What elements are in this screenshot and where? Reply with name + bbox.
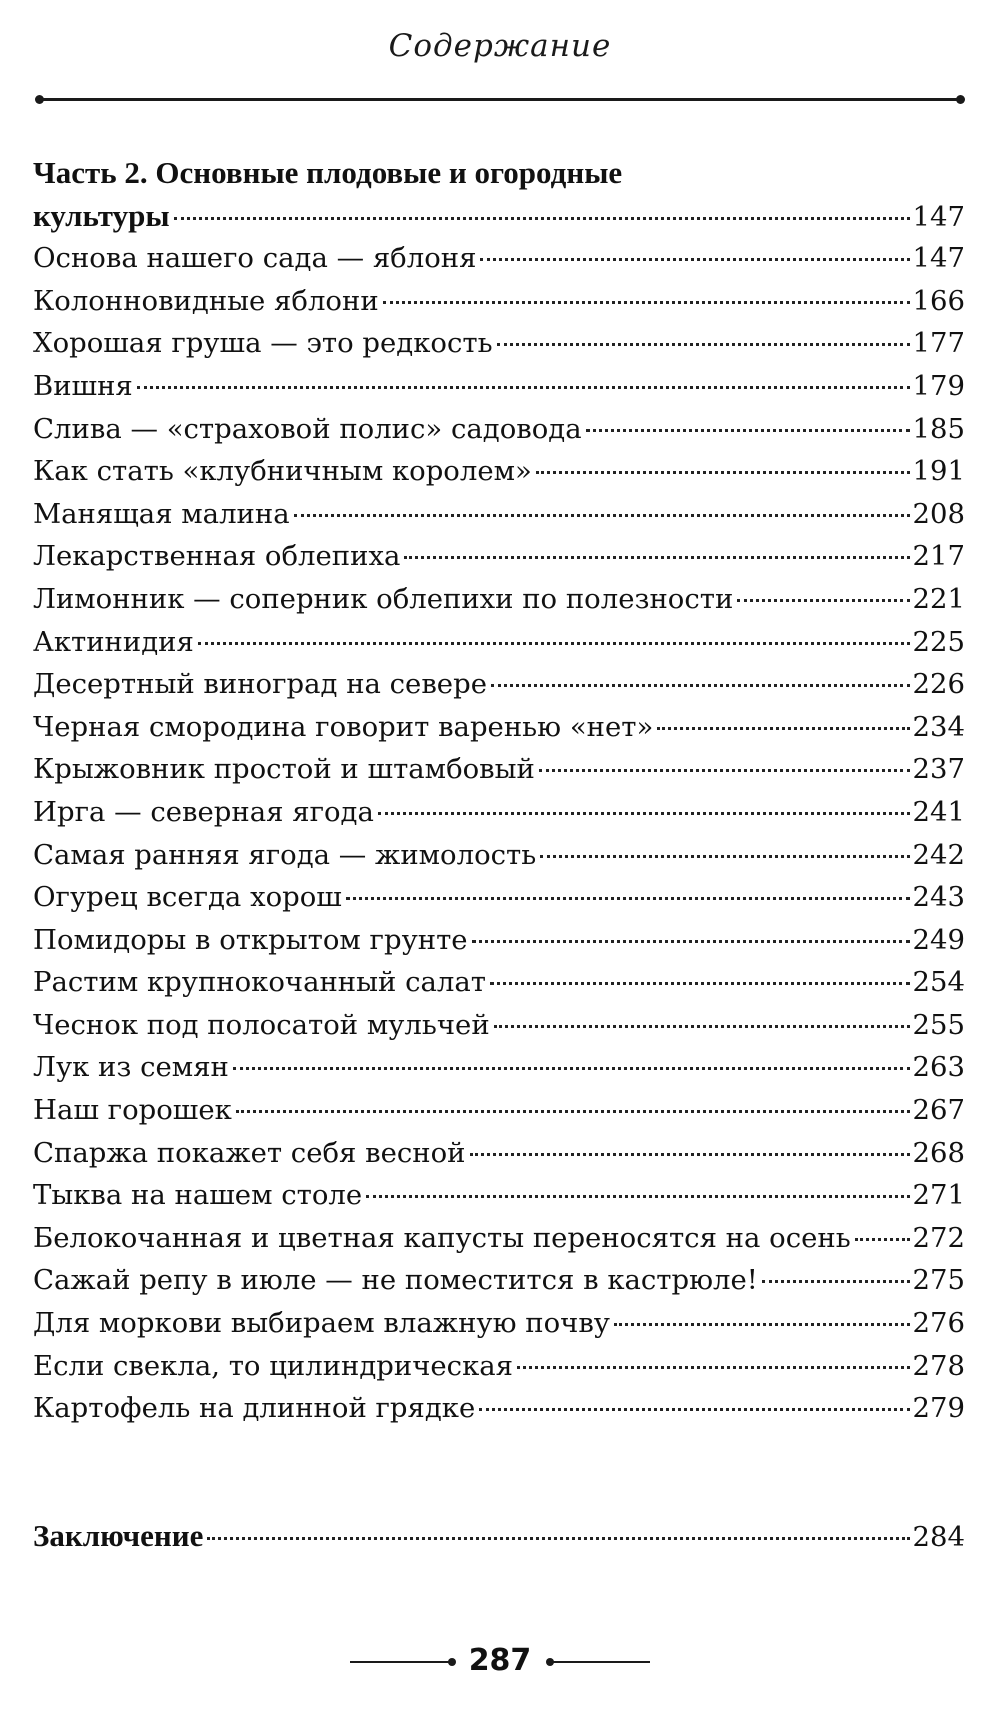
toc-entry-conclusion[interactable] — [33, 1515, 965, 1558]
dot-leader — [497, 343, 910, 346]
toc-entry-title: Наш горошек — [33, 1094, 232, 1127]
toc-entry[interactable] — [33, 919, 965, 962]
toc-entry[interactable] — [33, 493, 965, 536]
toc-entry-page-number: 272 — [912, 1221, 965, 1254]
toc-entry[interactable] — [33, 876, 965, 919]
toc-entry-page-number: 275 — [912, 1264, 965, 1297]
part-title-line1: Часть 2. Основные плодовые и огородные — [33, 155, 623, 190]
toc-entry-title: Белокочанная и цветная капусты переносятся на осень — [33, 1221, 851, 1254]
toc-entry-title: Растим крупнокочанный салат — [33, 966, 486, 999]
toc-entry-page-number: 185 — [912, 412, 965, 445]
toc-entry[interactable] — [33, 791, 965, 834]
toc-entry-part[interactable] — [33, 195, 965, 238]
toc-entry-title: Сажай репу в июле — не поместится в кастрюле! — [33, 1264, 758, 1297]
toc-entry[interactable] — [33, 621, 965, 664]
toc-entry-title: Крыжовник простой и штамбовый — [33, 753, 535, 786]
toc-entry-page-number: 221 — [912, 582, 965, 615]
dot-leader — [490, 982, 910, 985]
toc-entry-title: Манящая малина — [33, 497, 290, 530]
toc-entry[interactable] — [33, 450, 965, 493]
toc-entry-page-number: 237 — [912, 753, 965, 786]
toc-entry[interactable] — [33, 1089, 965, 1132]
dot-leader — [762, 1280, 910, 1283]
toc-entry[interactable] — [33, 280, 965, 323]
toc-entry-page-number: 166 — [912, 284, 965, 317]
toc-entry-page-number: 279 — [912, 1392, 965, 1425]
header-rule-right-dot — [956, 95, 965, 104]
dot-leader — [491, 684, 910, 687]
toc-entry-title: Черная смородина говорит варенью «нет» — [33, 710, 654, 743]
toc-entry-list — [33, 237, 965, 1430]
toc-entry-title: Вишня — [33, 369, 133, 402]
dot-leader — [198, 642, 910, 645]
toc-entry-page-number: 191 — [912, 455, 965, 488]
toc-entry-title: Десертный виноград на севере — [33, 668, 487, 701]
conclusion-title: Заключение — [33, 1518, 204, 1553]
toc-entry-title: Актинидия — [33, 625, 194, 658]
dot-leader — [346, 897, 910, 900]
toc-entry-page-number: 177 — [912, 327, 965, 360]
toc-entry[interactable] — [33, 1046, 965, 1089]
dot-leader — [614, 1323, 910, 1326]
dot-leader — [378, 812, 910, 815]
toc-entry-title: Колонновидные яблони — [33, 284, 379, 317]
header-rule — [40, 98, 960, 101]
toc-entry[interactable] — [33, 1259, 965, 1302]
dot-leader — [470, 1153, 910, 1156]
footer-rule-right — [550, 1661, 650, 1663]
toc-entry-title: Самая ранняя ягода — жимолость — [33, 838, 537, 871]
toc-entry[interactable] — [33, 322, 965, 365]
conclusion-section — [33, 1515, 965, 1558]
toc-entry-title: Лекарственная облепиха — [33, 540, 401, 573]
toc-entry-page-number: 278 — [912, 1349, 965, 1382]
dot-leader — [536, 471, 910, 474]
toc-entry-page-number: 267 — [912, 1094, 965, 1127]
toc-entry-page-number: 263 — [912, 1051, 965, 1084]
toc-entry[interactable] — [33, 834, 965, 877]
toc-entry-page-number: 268 — [912, 1136, 965, 1169]
toc-entry-title: Если свекла, то цилиндрическая — [33, 1349, 514, 1382]
footer-rule-left — [350, 1661, 450, 1663]
dot-leader — [366, 1195, 909, 1198]
toc-entry[interactable] — [33, 1217, 965, 1260]
toc-entry[interactable] — [33, 408, 965, 451]
toc-entry[interactable] — [33, 1387, 965, 1430]
dot-leader — [294, 514, 910, 517]
dot-leader — [236, 1110, 910, 1113]
dot-leader — [540, 855, 909, 858]
dot-leader — [494, 1025, 910, 1028]
toc-entry[interactable] — [33, 237, 965, 280]
part-page-number: 147 — [912, 200, 965, 233]
dot-leader — [737, 599, 909, 602]
dot-leader — [233, 1067, 910, 1070]
part-title-line2: культуры — [33, 197, 170, 233]
toc-entry[interactable] — [33, 663, 965, 706]
toc-entry-title: Спаржа покажет себя весной — [33, 1136, 466, 1169]
toc-entry-title: Ирга — северная ягода — [33, 795, 374, 828]
table-of-contents — [33, 152, 965, 1430]
toc-entry-page-number: 208 — [912, 497, 965, 530]
conclusion-page-number: 284 — [912, 1521, 965, 1553]
toc-entry-page-number: 217 — [912, 540, 965, 573]
toc-entry-page-number: 225 — [912, 625, 965, 658]
toc-entry-page-number: 242 — [912, 838, 965, 871]
footer-dot-left — [448, 1658, 456, 1666]
toc-entry[interactable] — [33, 535, 965, 578]
toc-entry-title: Для моркови выбираем влажную почву — [33, 1307, 610, 1340]
toc-entry-page-number: 147 — [912, 242, 965, 275]
toc-entry-title: Хорошая груша — это редкость — [33, 327, 493, 360]
dot-leader — [472, 940, 910, 943]
page-number: 287 — [468, 1643, 532, 1678]
toc-entry-page-number: 226 — [912, 668, 965, 701]
toc-entry-title: Лук из семян — [33, 1051, 229, 1084]
dot-leader — [174, 217, 910, 220]
toc-entry-title: Чеснок под полосатой мульчей — [33, 1008, 490, 1041]
toc-entry[interactable] — [33, 1302, 965, 1345]
page-footer — [0, 1641, 1000, 1681]
toc-entry-page-number: 234 — [912, 710, 965, 743]
toc-entry-title: Огурец всегда хорош — [33, 881, 342, 914]
toc-entry-page-number: 241 — [912, 795, 965, 828]
toc-entry[interactable] — [33, 706, 965, 749]
toc-entry[interactable] — [33, 748, 965, 791]
toc-entry-page-number: 179 — [912, 369, 965, 402]
toc-entry-title: Слива — «страховой полис» садовода — [33, 412, 582, 445]
dot-leader — [539, 769, 910, 772]
dot-leader — [404, 556, 909, 559]
toc-entry[interactable] — [33, 1345, 965, 1388]
dot-leader — [586, 429, 910, 432]
dot-leader — [517, 1366, 909, 1369]
toc-entry-page-number: 271 — [912, 1179, 965, 1212]
toc-entry[interactable] — [33, 1132, 965, 1175]
toc-entry[interactable] — [33, 365, 965, 408]
toc-entry-title: Тыква на нашем столе — [33, 1179, 363, 1212]
toc-entry-title: Основа нашего сада — яблоня — [33, 242, 477, 275]
dot-leader — [137, 386, 910, 389]
toc-entry[interactable] — [33, 1174, 965, 1217]
toc-entry-title: Помидоры в открытом грунте — [33, 923, 468, 956]
toc-entry[interactable] — [33, 1004, 965, 1047]
dot-leader — [657, 727, 909, 730]
toc-entry-page-number: 249 — [912, 923, 965, 956]
toc-entry-page-number: 243 — [912, 881, 965, 914]
dot-leader — [480, 258, 909, 261]
toc-entry[interactable] — [33, 961, 965, 1004]
toc-entry-page-number: 254 — [912, 966, 965, 999]
dot-leader — [855, 1238, 910, 1241]
dot-leader — [383, 301, 910, 304]
dot-leader — [479, 1408, 909, 1411]
toc-entry[interactable] — [33, 578, 965, 621]
toc-entry-title: Лимонник — соперник облепихи по полезности — [33, 582, 734, 615]
toc-entry-page-number: 255 — [912, 1008, 965, 1041]
dot-leader — [207, 1537, 909, 1540]
toc-entry-title: Как стать «клубничным королем» — [33, 455, 532, 488]
toc-entry-title: Картофель на длинной грядке — [33, 1392, 476, 1425]
running-header: Содержание — [388, 28, 612, 64]
toc-entry-page-number: 276 — [912, 1307, 965, 1340]
